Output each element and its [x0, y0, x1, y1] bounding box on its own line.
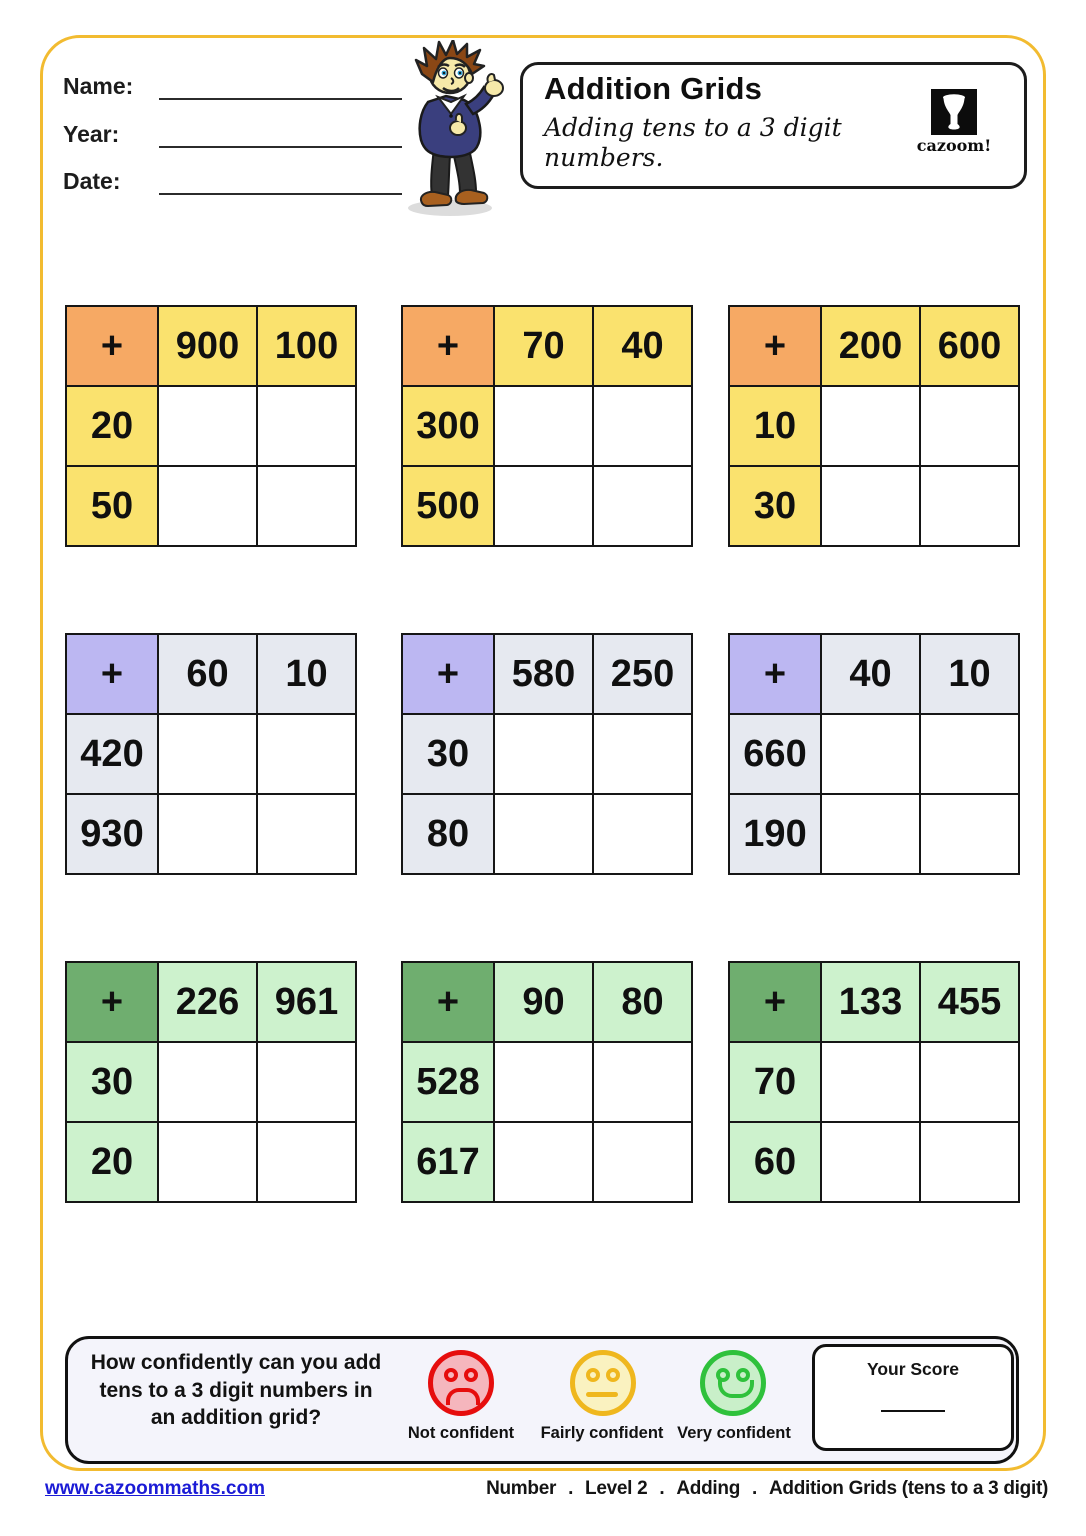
answer-cell[interactable]: [821, 1122, 920, 1202]
answer-cell[interactable]: [920, 1042, 1019, 1122]
answer-cell[interactable]: [821, 714, 920, 794]
answer-cell[interactable]: [821, 1042, 920, 1122]
answer-cell[interactable]: [821, 794, 920, 874]
fairly-confident-label: Fairly confident: [540, 1424, 664, 1442]
answer-cell[interactable]: [257, 794, 356, 874]
answer-cell[interactable]: [158, 1042, 257, 1122]
grid-row-header: 660: [729, 714, 821, 794]
answer-cell[interactable]: [257, 386, 356, 466]
breadcrumb-separator: .: [659, 1478, 665, 1499]
grid-row-header: 930: [66, 794, 158, 874]
year-input-line[interactable]: [159, 122, 402, 148]
date-input-line[interactable]: [159, 169, 402, 195]
addition-grid-5: [401, 633, 693, 875]
question-line: tens to a 3 digit numbers in: [99, 1378, 373, 1402]
happy-mouth: [718, 1380, 754, 1398]
grid-row-header: 50: [66, 466, 158, 546]
breadcrumb: [486, 1478, 1048, 1500]
grid-col-header: 40: [593, 306, 692, 386]
grid-operator-cell: +: [729, 634, 821, 714]
grid-row-header: 617: [402, 1122, 494, 1202]
very-confident-label: Very confident: [677, 1424, 791, 1442]
grid-operator-cell: +: [66, 962, 158, 1042]
not-confident-label: Not confident: [407, 1424, 515, 1442]
answer-cell[interactable]: [920, 386, 1019, 466]
answer-cell[interactable]: [920, 794, 1019, 874]
grid-row-header: 70: [729, 1042, 821, 1122]
page-title: Addition Grids: [544, 71, 763, 106]
year-label: Year:: [63, 121, 120, 147]
grid-col-header: 10: [920, 634, 1019, 714]
breadcrumb-item: Addition Grids (tens to a 3 digit): [768, 1478, 1048, 1499]
answer-cell[interactable]: [821, 386, 920, 466]
cazoommaths-link[interactable]: www.cazoommaths.com: [45, 1478, 265, 1499]
grid-col-header: 226: [158, 962, 257, 1042]
answer-cell[interactable]: [593, 1122, 692, 1202]
name-label: Name:: [63, 73, 134, 99]
grid-row-header: 20: [66, 1122, 158, 1202]
grid-row-header: 300: [402, 386, 494, 466]
grid-col-header: 961: [257, 962, 356, 1042]
grid-row-header: 190: [729, 794, 821, 874]
grid-operator-cell: +: [66, 634, 158, 714]
grid-row-header: 30: [402, 714, 494, 794]
answer-cell[interactable]: [158, 466, 257, 546]
addition-grid-1: [65, 305, 357, 547]
answer-cell[interactable]: [593, 1042, 692, 1122]
happy-face-icon[interactable]: [700, 1350, 766, 1416]
confidence-question: [84, 1349, 388, 1432]
breadcrumb-separator: .: [752, 1478, 757, 1499]
answer-cell[interactable]: [257, 1042, 356, 1122]
grid-operator-cell: +: [66, 306, 158, 386]
neutral-face-icon[interactable]: [570, 1350, 636, 1416]
addition-grid-4: [65, 633, 357, 875]
answer-cell[interactable]: [593, 794, 692, 874]
your-score-box: [812, 1344, 1014, 1451]
addition-grid-7: [65, 961, 357, 1203]
grid-row-header: 20: [66, 386, 158, 466]
grid-col-header: 100: [257, 306, 356, 386]
grid-row-header: 528: [402, 1042, 494, 1122]
cazoom-logo: [908, 89, 1000, 155]
grid-col-header: 133: [821, 962, 920, 1042]
grid-col-header: 455: [920, 962, 1019, 1042]
answer-cell[interactable]: [920, 714, 1019, 794]
cazoom-logo-text: cazoom!: [916, 136, 992, 155]
breadcrumb-separator: .: [568, 1478, 574, 1499]
addition-grid-9: [728, 961, 1020, 1203]
answer-cell[interactable]: [494, 1042, 593, 1122]
addition-grid-3: [728, 305, 1020, 547]
grid-operator-cell: +: [729, 962, 821, 1042]
answer-cell[interactable]: [920, 1122, 1019, 1202]
face-eye: [464, 1368, 478, 1382]
answer-cell[interactable]: [257, 714, 356, 794]
grid-col-header: 580: [494, 634, 593, 714]
face-eye: [586, 1368, 600, 1382]
answer-cell[interactable]: [920, 466, 1019, 546]
cazoom-logo-icon: [931, 89, 977, 135]
grid-col-header: 90: [494, 962, 593, 1042]
grid-operator-cell: +: [402, 306, 494, 386]
addition-grid-2: [401, 305, 693, 547]
your-score-label: Your Score: [866, 1359, 960, 1379]
answer-cell[interactable]: [494, 466, 593, 546]
answer-cell[interactable]: [257, 1122, 356, 1202]
answer-cell[interactable]: [494, 794, 593, 874]
grid-row-header: 420: [66, 714, 158, 794]
answer-cell[interactable]: [494, 714, 593, 794]
answer-cell[interactable]: [593, 466, 692, 546]
grid-row-header: 10: [729, 386, 821, 466]
grid-col-header: 600: [920, 306, 1019, 386]
grid-col-header: 900: [158, 306, 257, 386]
answer-cell[interactable]: [158, 794, 257, 874]
grid-row-header: 60: [729, 1122, 821, 1202]
breadcrumb-item: Adding: [676, 1478, 740, 1499]
grid-row-header: 80: [402, 794, 494, 874]
grid-operator-cell: +: [729, 306, 821, 386]
grid-col-header: 60: [158, 634, 257, 714]
date-label: Date:: [63, 168, 121, 194]
face-eye: [444, 1368, 458, 1382]
grid-col-header: 10: [257, 634, 356, 714]
answer-cell[interactable]: [257, 466, 356, 546]
grid-row-header: 30: [66, 1042, 158, 1122]
sad-face-icon[interactable]: [428, 1350, 494, 1416]
score-input-line[interactable]: [881, 1410, 945, 1412]
neutral-mouth: [586, 1392, 618, 1397]
face-eye: [606, 1368, 620, 1382]
page-subtitle: Adding tens to a 3 digit numbers.: [544, 113, 842, 172]
answer-cell[interactable]: [494, 1122, 593, 1202]
answer-cell[interactable]: [158, 1122, 257, 1202]
name-input-line[interactable]: [159, 74, 402, 100]
answer-cell[interactable]: [593, 714, 692, 794]
answer-cell[interactable]: [821, 466, 920, 546]
answer-cell[interactable]: [158, 386, 257, 466]
answer-cell[interactable]: [494, 386, 593, 466]
grid-col-header: 80: [593, 962, 692, 1042]
grid-col-header: 250: [593, 634, 692, 714]
grid-col-header: 200: [821, 306, 920, 386]
name-field-row: [63, 70, 402, 100]
boy-mascot-illustration: [394, 40, 510, 218]
addition-grid-6: [728, 633, 1020, 875]
grid-operator-cell: +: [402, 962, 494, 1042]
grid-col-header: 40: [821, 634, 920, 714]
worksheet-title-box: [520, 62, 1027, 189]
question-line: an addition grid?: [150, 1406, 322, 1430]
addition-grid-8: [401, 961, 693, 1203]
breadcrumb-item: Level 2: [585, 1478, 648, 1499]
answer-cell[interactable]: [158, 714, 257, 794]
grid-row-header: 500: [402, 466, 494, 546]
breadcrumb-item: Number: [486, 1478, 557, 1499]
grid-row-header: 30: [729, 466, 821, 546]
grid-operator-cell: +: [402, 634, 494, 714]
question-line: How confidently can you add: [90, 1351, 382, 1374]
date-field-row: [63, 165, 402, 195]
grid-col-header: 70: [494, 306, 593, 386]
year-field-row: [63, 118, 402, 148]
answer-cell[interactable]: [593, 386, 692, 466]
sad-mouth: [446, 1388, 480, 1405]
